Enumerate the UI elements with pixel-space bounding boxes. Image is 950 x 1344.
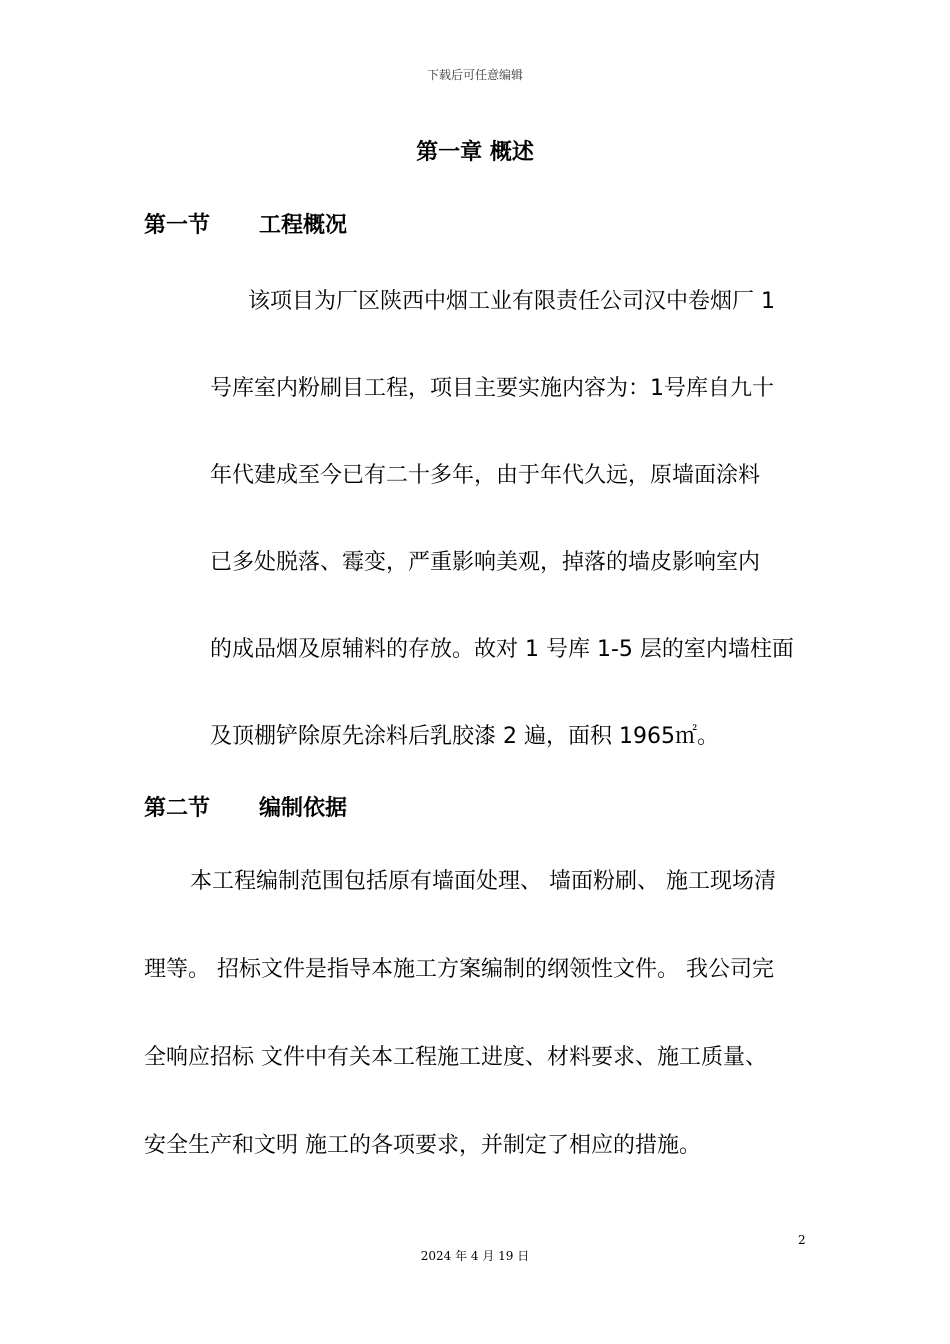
section-heading-overview bbox=[144, 208, 347, 239]
paragraph-line: 及顶棚铲除原先涂料后乳胶漆 2 遍，面积 1965㎡。 bbox=[210, 724, 719, 749]
section-number: 第一节 bbox=[144, 213, 211, 238]
paragraph-line: 该项目为厂区陕西中烟工业有限责任公司汉中卷烟厂 1 bbox=[248, 289, 775, 314]
paragraph-line: 的成品烟及原辅料的存放。故对 1 号库 1-5 层的室内墙柱面 bbox=[210, 637, 794, 662]
paragraph-line: 理等。 招标文件是指导本施工方案编制的纲领性文件。 我公司完 bbox=[144, 957, 774, 982]
section-title: 工程概况 bbox=[259, 213, 348, 238]
page-footer-date: 2024 年 4 月 19 日 bbox=[420, 1249, 530, 1263]
paragraph-line: 号库室内粉刷目工程，项目主要实施内容为：1号库自九十 bbox=[210, 376, 774, 401]
page-number: 2 bbox=[798, 1233, 806, 1247]
section-title: 编制依据 bbox=[259, 796, 348, 821]
page-header: 下载后可任意编辑 bbox=[426, 68, 523, 82]
section-number: 第二节 bbox=[144, 796, 211, 821]
paragraph-line: 已多处脱落、霉变，严重影响美观，掉落的墙皮影响室内 bbox=[210, 550, 761, 575]
paragraph-line: 安全生产和文明 施工的各项要求，并制定了相应的措施。 bbox=[144, 1133, 701, 1158]
section-heading-basis bbox=[144, 791, 347, 822]
paragraph-line: 年代建成至今已有二十多年，由于年代久远，原墙面涂料 bbox=[210, 463, 761, 488]
paragraph-line: 本工程编制范围包括原有墙面处理、 墙面粉刷、 施工现场清 bbox=[190, 869, 776, 894]
chapter-title: 第一章 概述 bbox=[416, 140, 534, 165]
paragraph-line: 全响应招标 文件中有关本工程施工进度、材料要求、施工质量、 bbox=[144, 1045, 767, 1070]
